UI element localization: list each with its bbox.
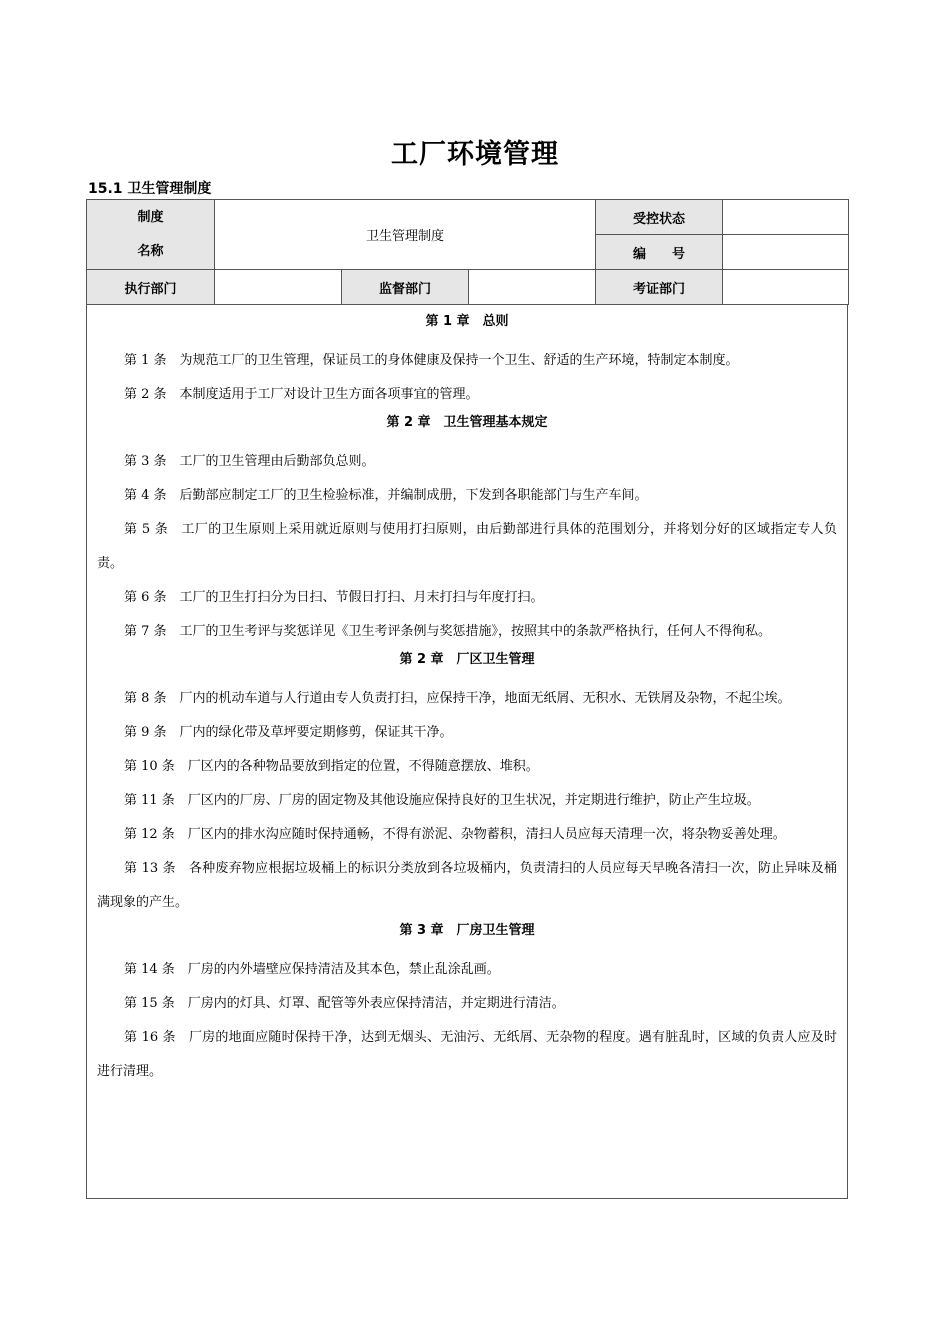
article-paragraph: 第 10 条 厂区内的各种物品要放到指定的位置，不得随意摆放、堆积。 — [124, 759, 539, 774]
label-zhixing: 执行部门 — [87, 270, 215, 305]
section-heading: 15.1 卫生管理制度 — [88, 181, 212, 197]
chapter-heading: 第 1 章 总则 — [425, 314, 509, 329]
label-zhidu: 制度 — [137, 209, 164, 225]
value-jiandu — [469, 270, 596, 305]
label-shoukong: 受控状态 — [596, 200, 723, 235]
article-paragraph: 第 7 条 工厂的卫生考评与奖惩详见《卫生考评条例与奖惩措施》，按照其中的条款严格执行，任何人不得徇私。 — [124, 624, 772, 639]
article-paragraph: 第 11 条 厂区内的厂房、厂房的固定物及其他设施应保持良好的卫生状况，并定期进行维护，防止产生垃圾。 — [124, 793, 760, 808]
article-paragraph: 第 1 条 为规范工厂的卫生管理，保证员工的身体健康及保持一个卫生、舒适的生产环境，特制定本制度。 — [124, 353, 739, 368]
article-paragraph: 第 15 条 厂房内的灯具、灯罩、配管等外表应保持清洁，并定期进行清洁。 — [124, 996, 565, 1011]
chapter-heading: 第 2 章 卫生管理基本规定 — [386, 415, 548, 430]
article-paragraph: 第 8 条 厂内的机动车道与人行道由专人负责打扫，应保持干净，地面无纸屑、无积水、无铁屑及杂物，不起尘埃。 — [124, 691, 791, 706]
value-shoukong — [723, 200, 849, 235]
header-table — [86, 199, 849, 305]
article-paragraph: 第 9 条 厂内的绿化带及草坪要定期修剪，保证其干净。 — [124, 725, 453, 740]
article-paragraph: 第 13 条 各种废弃物应根据垃圾桶上的标识分类放到各垃圾桶内，负责清扫的人员应每天早晚各清扫一次，防止异味及桶满现象的产生。 — [97, 861, 837, 910]
article-paragraph: 第 5 条 工厂的卫生原则上采用就近原则与使用打扫原则，由后勤部进行具体的范围划分，并将划分好的区域指定专人负责。 — [97, 522, 837, 571]
label-mingcheng: 名称 — [137, 243, 164, 259]
article-paragraph: 第 14 条 厂房的内外墙壁应保持清洁及其本色，禁止乱涂乱画。 — [124, 962, 500, 977]
label-bianhao: 编 号 — [596, 235, 723, 270]
regulation-content — [87, 305, 847, 1089]
label-kaozheng: 考证部门 — [596, 270, 723, 305]
article-paragraph: 第 12 条 厂区内的排水沟应随时保持通畅，不得有淤泥、杂物蓄积，清扫人员应每天清理一次，将杂物妥善处理。 — [124, 827, 786, 842]
page-title: 工厂环境管理 — [391, 139, 559, 170]
chapter-heading: 第 2 章 厂区卫生管理 — [399, 652, 535, 667]
doc-name-cell: 卫生管理制度 — [215, 200, 596, 270]
chapter-heading: 第 3 章 厂房卫生管理 — [399, 923, 535, 938]
article-paragraph: 第 3 条 工厂的卫生管理由后勤部负总则。 — [124, 454, 375, 469]
value-bianhao — [723, 235, 849, 270]
article-paragraph: 第 4 条 后勤部应制定工厂的卫生检验标准，并编制成册，下发到各职能部门与生产车间。 — [124, 488, 648, 503]
article-paragraph: 第 6 条 工厂的卫生打扫分为日扫、节假日打扫、月末打扫与年度打扫。 — [124, 590, 544, 605]
article-paragraph: 第 2 条 本制度适用于工厂对设计卫生方面各项事宜的管理。 — [124, 387, 479, 402]
article-paragraph: 第 16 条 厂房的地面应随时保持干净，达到无烟头、无油污、无纸屑、无杂物的程度。遇有脏乱时，区域的负责人应及时进行清理。 — [97, 1030, 837, 1079]
value-kaozheng — [723, 270, 849, 305]
regulation-body — [86, 305, 848, 1199]
label-zhidu-mingcheng — [87, 200, 215, 270]
label-jiandu: 监督部门 — [342, 270, 469, 305]
value-zhixing — [215, 270, 342, 305]
